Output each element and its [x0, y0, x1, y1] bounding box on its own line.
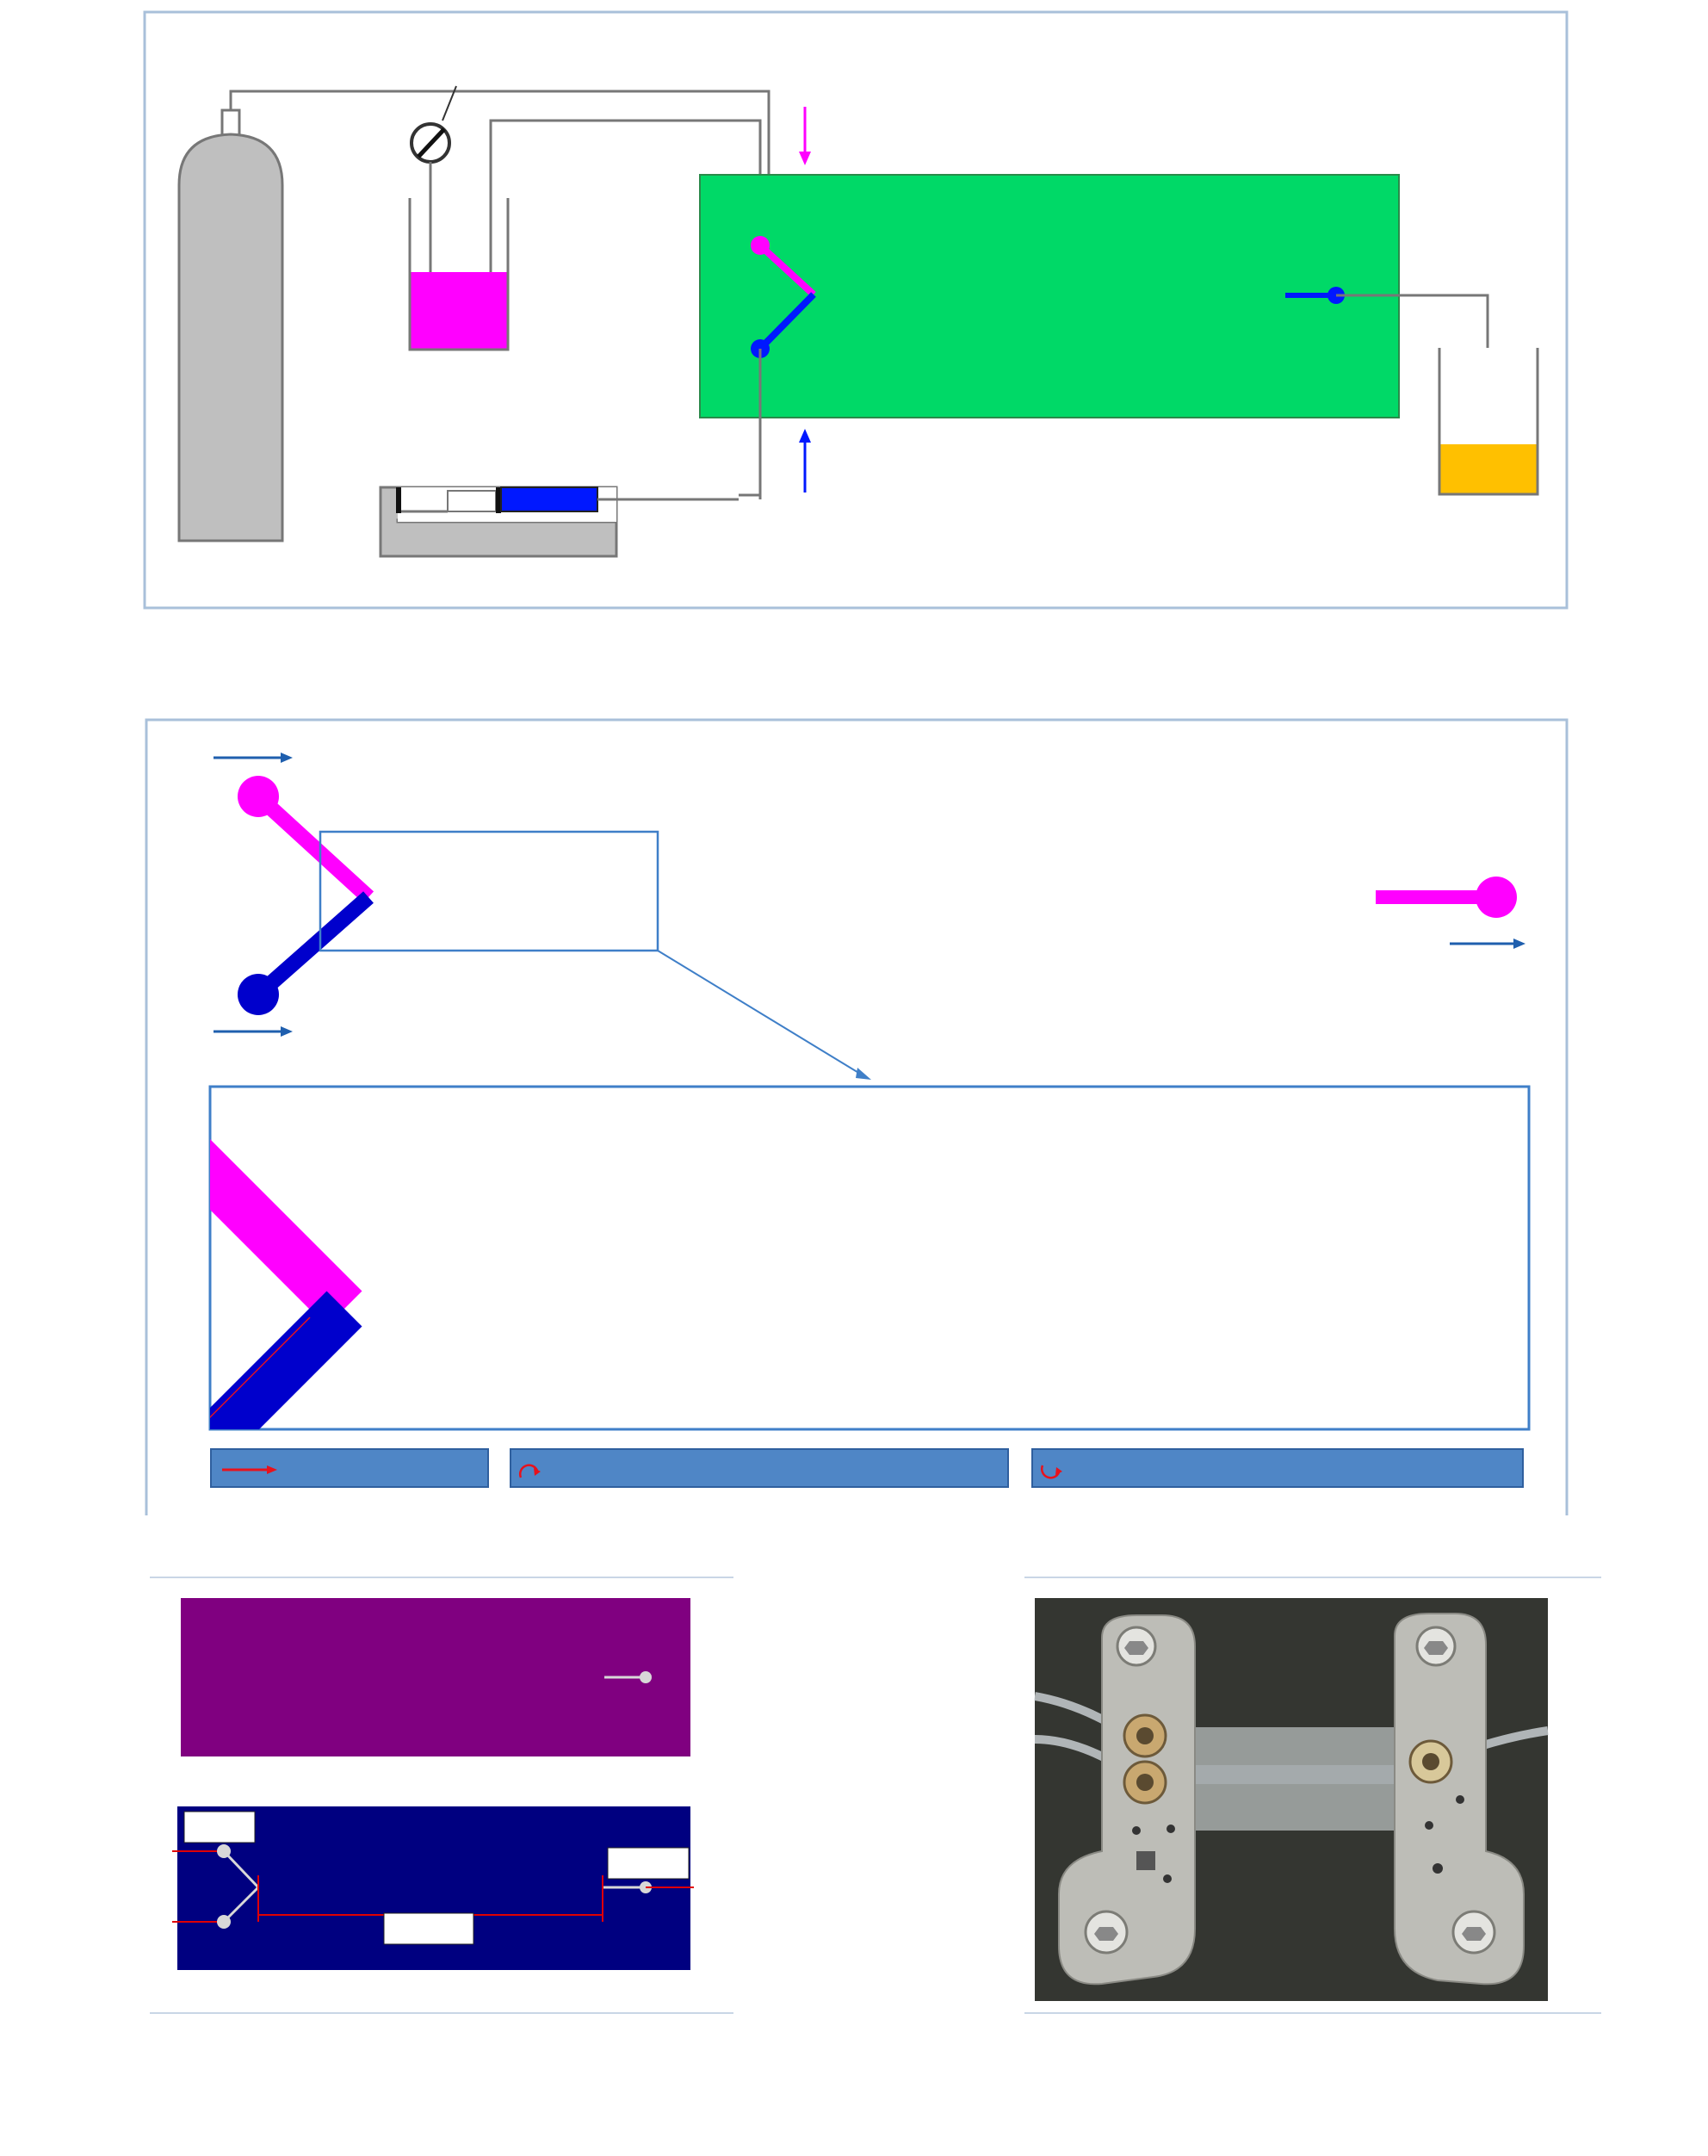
length-tag [384, 1913, 473, 1944]
outlet-tag [608, 1848, 689, 1879]
legend-bottom-to-top [1031, 1448, 1524, 1488]
curved-arrow-up-icon [1038, 1457, 1064, 1483]
pressure-gauge-icon [412, 86, 456, 226]
zoom-connector [658, 951, 864, 1076]
nitrogen-cylinder [179, 110, 282, 541]
direction-arrow-icon [220, 1461, 281, 1478]
micromixer-photo [775, 1567, 1708, 2015]
panel-a [0, 0, 1708, 706]
sample-collection-beaker [1439, 348, 1538, 494]
legend-top-to-bottom [510, 1448, 1009, 1488]
panel-c [0, 1567, 775, 2156]
legend-direction [210, 1448, 489, 1488]
gas-line [231, 91, 769, 189]
curved-arrow-down-icon [517, 1457, 542, 1483]
syringe-pump [381, 487, 739, 556]
inlets-tag [184, 1812, 255, 1843]
panel-d [775, 1567, 1708, 2156]
zoom-detail-frame [210, 1087, 1529, 1429]
panel-b [0, 706, 1708, 1584]
panel-c-layers [0, 1567, 775, 2015]
panel-a-schematic [0, 0, 1708, 620]
overview-channel [238, 776, 1517, 1015]
panel-b-structure [0, 706, 1708, 1515]
tank [410, 198, 508, 350]
